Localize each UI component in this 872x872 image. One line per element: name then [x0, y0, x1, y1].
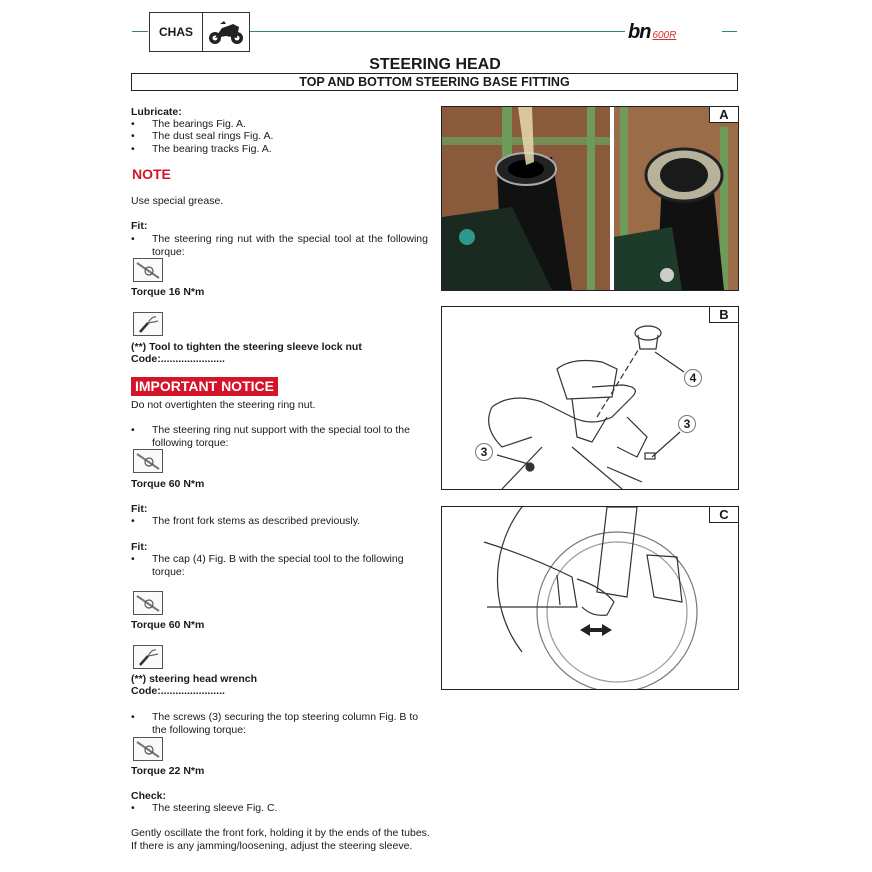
check-heading: Check: — [131, 790, 167, 802]
final-instruction: If there is any jamming/loosening, adjust the steering sleeve. — [131, 840, 413, 852]
steering-bearing-photo — [442, 107, 738, 290]
lubricate-item: • The dust seal rings Fig. A. — [131, 130, 274, 142]
header-rule-middle — [249, 31, 625, 32]
callout-3-left: 3 — [475, 443, 493, 461]
tool-code: Code:...................... — [131, 353, 225, 365]
header-rule-left — [132, 31, 148, 32]
figure-label: A — [709, 107, 738, 123]
lubricate-item: • The bearing tracks Fig. A. — [131, 143, 272, 155]
figure-label: B — [709, 307, 738, 323]
logo-main: bn — [628, 21, 651, 43]
note-text: Use special grease. — [131, 195, 224, 207]
torque-wrench-icon — [133, 737, 163, 761]
motorcycle-icon — [203, 13, 249, 51]
page-subtitle: TOP AND BOTTOM STEERING BASE FITTING — [131, 73, 738, 91]
check-item: • The steering sleeve Fig. C. — [131, 802, 278, 814]
header-rule-right — [722, 31, 737, 32]
section-code: CHAS — [150, 13, 203, 51]
figure-b — [441, 306, 739, 490]
tool-code: Code:...................... — [131, 685, 225, 697]
important-notice-text: Do not overtighten the steering ring nut. — [131, 399, 316, 411]
steering-column-diagram — [442, 307, 738, 489]
special-tool-icon — [133, 312, 163, 336]
torque-value: Torque 60 N*m — [131, 478, 205, 490]
special-tool-icon — [133, 645, 163, 669]
fit-item: • The steering ring nut with the special tool at the following torque: — [131, 233, 428, 258]
note-label: NOTE — [132, 166, 171, 182]
figure-c — [441, 506, 739, 690]
figure-a — [441, 106, 739, 291]
support-item: • The steering ring nut support with the special tool to the following torque: — [131, 424, 410, 449]
torque-wrench-icon — [133, 449, 163, 473]
callout-3-right: 3 — [678, 415, 696, 433]
screws-item: • The screws (3) securing the top steering column Fig. B to the following torque: — [131, 711, 419, 736]
page-title: STEERING HEAD — [369, 56, 501, 73]
torque-value: Torque 16 N*m — [131, 286, 205, 298]
tool-name: (**) steering head wrench — [131, 673, 258, 685]
section-badge — [149, 12, 250, 52]
torque-value: Torque 60 N*m — [131, 619, 205, 631]
figure-label: C — [709, 507, 738, 523]
lubricate-item: • The bearings Fig. A. — [131, 118, 246, 130]
torque-wrench-icon — [133, 258, 163, 282]
important-notice-label: IMPORTANT NOTICE — [131, 377, 278, 396]
torque-value: Torque 22 N*m — [131, 765, 205, 777]
logo-model: 600R — [652, 30, 677, 41]
final-instruction: Gently oscillate the front fork, holding it by the ends of the tubes. — [131, 827, 430, 839]
fit-heading: Fit: — [131, 503, 148, 515]
steering-check-diagram — [442, 507, 738, 689]
fit-item: • The front fork stems as described previously. — [131, 515, 361, 527]
fit-heading: Fit: — [131, 541, 148, 553]
torque-wrench-icon — [133, 591, 163, 615]
lubricate-heading: Lubricate: — [131, 106, 182, 118]
fit-item: • The cap (4) Fig. B with the special tool to the following torque: — [131, 553, 404, 578]
fit-heading: Fit: — [131, 220, 148, 232]
callout-4: 4 — [684, 369, 702, 387]
tool-name: (**) Tool to tighten the steering sleeve lock nut — [131, 341, 362, 353]
brand-logo — [628, 21, 676, 44]
